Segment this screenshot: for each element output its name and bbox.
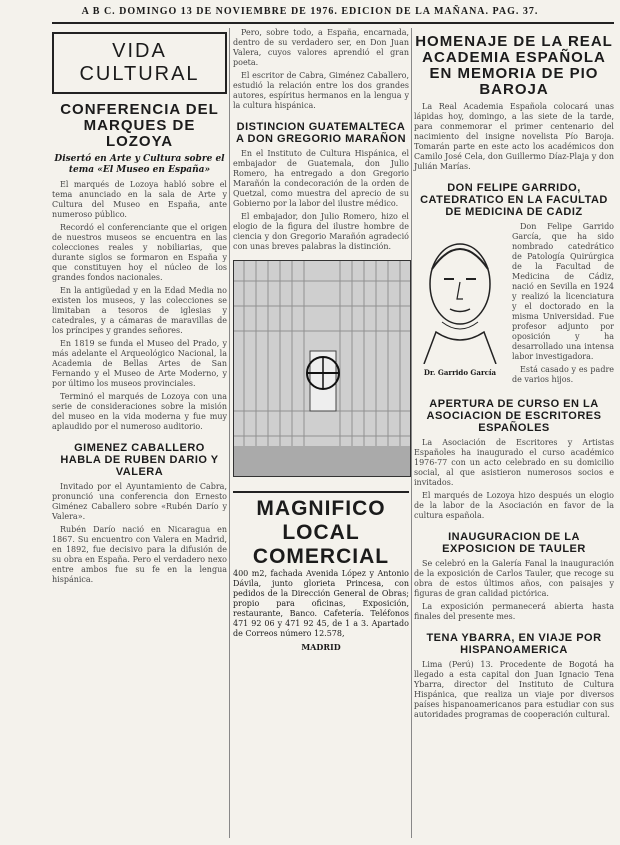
article-subhead: Disertó en Arte y Cultura sobre el tema «El Museo en España» (54, 154, 225, 175)
article-paragraph: El marqués de Lozoya hizo después un elogio de la labor de la Asociación en favor de la cultura española. (414, 491, 614, 520)
building-photo-illustration (234, 261, 410, 476)
column-1 (52, 28, 227, 845)
article-paragraph: El escritor de Cabra, Giménez Caballero, estudió la relación entre los dos grandes autores, espíritus hermanos en la lengua y la cultura hispánica. (233, 71, 409, 110)
advertisement-photo (233, 260, 411, 477)
article-paragraph: La exposición permanecerá abierta hasta finales del presente mes. (414, 602, 614, 621)
article-paragraph: Recordó el conferenciante que el origen de nuestros museos se encuentra en las colecciones reales y nobiliarias, que durante siglos se formaron en España y que constituyen hoy el núcleo de los grandes fondos nacionales. (52, 223, 227, 282)
page-header: A B C. DOMINGO 13 DE NOVIEMBRE DE 1976. EDICION DE LA MAÑANA. PAG. 37. (81, 6, 539, 17)
article-paragraph: Rubén Darío nació en Nicaragua en 1867. Su encuentro con Valera en Madrid, en 1892, fue decisivo para la difusión de su obra en España. Pero el verdadero nexo entre ambos fue su fe en la lengua hispánica. (52, 525, 227, 584)
portrait-sketch (414, 224, 506, 364)
article-paragraph: El marqués de Lozoya habló sobre el tema anunciado en la sala de Arte y Cultura del Museo en España, ante numeroso público. (52, 180, 227, 219)
section-label: VIDA CULTURAL (52, 32, 227, 94)
article-paragraph: En el Instituto de Cultura Hispánica, el embajador de Guatemala, don Julio Romero, ha entregado a don Gregorio Marañón la condecoración de la orden de Quetzal, como muestra del aprecio de su Gobierno por la labor del ilustre médico. (233, 149, 409, 208)
article-headline: INAUGURACION DE LA EXPOSICION DE TAULER (442, 531, 586, 555)
article-paragraph: El embajador, don Julio Romero, hizo el elogio de la figura del ilustre hombre de ciencia y don Gregorio Marañón agradeció con unas breves palabras la distinción. (233, 212, 409, 251)
article-paragraph: Invitado por el Ayuntamiento de Cabra, pronunció una conferencia don Ernesto Giménez Caballero sobre «Rubén Darío y Valera». (52, 482, 227, 521)
article-headline: HOMENAJE DE LA REAL ACADEMIA ESPAÑOLA EN MEMORIA DE PIO BAROJA (415, 33, 613, 98)
article-paragraph: Está casado y es padre de varios hijos. (512, 365, 614, 384)
portrait-drawing (414, 224, 506, 377)
article-paragraph: En 1819 se funda el Museo del Prado, y más adelante el Arqueológico Nacional, la Academia de Bellas Artes de San Fernando y el Museo de Arte Moderno, y por último los museos provinciales. (52, 339, 227, 388)
classified-ad (233, 491, 409, 652)
ad-title: MAGNIFICO LOCAL COMERCIAL (252, 497, 390, 568)
column-2 (233, 28, 409, 845)
article-paragraph: Terminó el marqués de Lozoya con una serie de consideraciones sobre la misión del museo en la vida moderna y fue muy aplaudido por el numeroso auditorio. (52, 392, 227, 431)
portrait-caption: Dr. Garrido García (423, 368, 497, 377)
article-headline: DISTINCION GUATEMALTECA A DON GREGORIO MARAÑON (235, 121, 407, 145)
column-divider (411, 28, 412, 838)
article-paragraph: Don Felipe Garrido García, que ha sido nombrado catedrático de Patología Quirúrgica de la Facultad de Medicina de Cádiz, nació en Sevilla en 1924 y realizó la licenciatura y el doctorado en la misma Universidad. Fue profesor adjunto por oposición y ha desarrollado una intensa labor investigadora. (512, 222, 614, 361)
ad-text: 400 m2, fachada Avenida López y Antonio Dávila, junto glorieta Princesa, con pedidos de la Dirección General de Obras; propio para oficinas, Exposición, restaurante, Banco. Cafetería. Teléfonos 471 92 06 y 471 92 45, de 1 a 3. Apartado de Correos número 12.578, (233, 569, 409, 638)
article-headline: GIMENEZ CABALLERO HABLA DE RUBEN DARIO Y VALERA (60, 442, 219, 478)
article-paragraph: Pero, sobre todo, a España, encarnada, dentro de su verdadero ser, en Don Juan Valera, cuyos valores aprendió el gran poeta. (233, 28, 409, 67)
article-headline: DON FELIPE GARRIDO, CATEDRATICO EN LA FACULTAD DE MEDICINA DE CADIZ (420, 182, 608, 218)
article-headline: APERTURA DE CURSO EN LA ASOCIACION DE ESCRITORES ESPAÑOLES (426, 398, 602, 434)
article-paragraph: La Real Academia Española colocará unas lápidas hoy, domingo, a las siete de la tarde, para conmemorar el primer centenario del nacimiento del insigne novelista Pío Baroja. Tomarán parte en este acto los académicos don Camilo José Cela, don Guillermo Díaz-Plaja y don Julián Marías. (414, 102, 614, 171)
column-3 (414, 28, 614, 845)
article-paragraph: Lima (Perú) 13. Procedente de Bogotá ha llegado a esta capital don Juan Ignacio Tena Ybarra, director del Instituto de Cultura Hispánica, que realiza un viaje por diversos países hispanoamericanos para estudiar con sus autoridades programas de cooperación cultural. (414, 660, 614, 719)
article-paragraph: En la antigüedad y en la Edad Media no existen los museos, y las colecciones se limitaban a tesoros de iglesias y catedrales, y a cámaras de maravillas de los príncipes y grandes señores. (52, 286, 227, 335)
article-paragraph: La Asociación de Escritores y Artistas Españoles ha inaugurado el curso académico 1976-77 con un acto celebrado en su domicilio social, al que asistieron numerosos socios e invitados. (414, 438, 614, 487)
article-headline: TENA YBARRA, EN VIAJE POR HISPANOAMERICA (426, 632, 602, 656)
article-headline: CONFERENCIA DEL MARQUES DE LOZOYA (60, 101, 219, 150)
column-divider (229, 28, 230, 838)
header-rule (52, 22, 614, 24)
ad-city: MADRID (301, 642, 341, 652)
article-paragraph: Se celebró en la Galería Fanal la inauguración de la exposición de Carlos Tauler, que recoge su obra de estos últimos años, con paisajes y figuras de gran calidad pictórica. (414, 559, 614, 598)
